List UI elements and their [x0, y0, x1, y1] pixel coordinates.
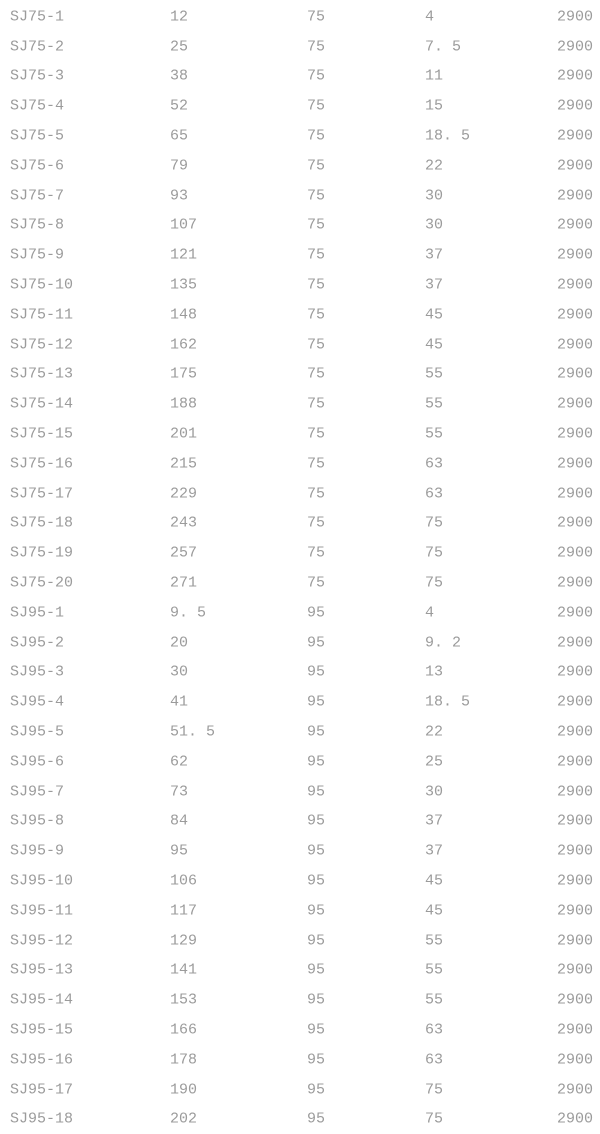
- cell-flow: 162: [170, 336, 198, 354]
- table-row: [0, 211, 600, 241]
- cell-speed: 2900: [557, 723, 594, 741]
- cell-flow: 79: [170, 157, 189, 175]
- cell-speed: 2900: [557, 932, 594, 950]
- cell-power: 45: [425, 336, 444, 354]
- cell-speed: 2900: [557, 961, 594, 979]
- table-row: [0, 62, 600, 92]
- cell-speed: 2900: [557, 514, 594, 532]
- cell-speed: 2900: [557, 336, 594, 354]
- table-row: [0, 2, 600, 32]
- cell-head: 75: [307, 127, 326, 145]
- cell-speed: 2900: [557, 634, 594, 652]
- cell-flow: 93: [170, 187, 189, 205]
- cell-flow: 84: [170, 812, 189, 830]
- cell-head: 95: [307, 753, 326, 771]
- table-row: [0, 389, 600, 419]
- table-row: [0, 866, 600, 896]
- cell-flow: 9. 5: [170, 604, 207, 622]
- cell-speed: 2900: [557, 872, 594, 890]
- cell-head: 75: [307, 187, 326, 205]
- cell-speed: 2900: [557, 485, 594, 503]
- cell-head: 75: [307, 38, 326, 56]
- cell-model: SJ75-16: [10, 455, 74, 473]
- cell-head: 75: [307, 336, 326, 354]
- cell-power: 45: [425, 872, 444, 890]
- cell-head: 75: [307, 485, 326, 503]
- cell-power: 75: [425, 1110, 444, 1128]
- cell-flow: 201: [170, 425, 198, 443]
- cell-head: 75: [307, 365, 326, 383]
- cell-flow: 65: [170, 127, 189, 145]
- cell-power: 55: [425, 365, 444, 383]
- cell-speed: 2900: [557, 604, 594, 622]
- cell-flow: 175: [170, 365, 198, 383]
- cell-head: 75: [307, 306, 326, 324]
- cell-flow: 148: [170, 306, 198, 324]
- cell-head: 95: [307, 902, 326, 920]
- cell-flow: 202: [170, 1110, 198, 1128]
- table-row: [0, 598, 600, 628]
- cell-model: SJ95-12: [10, 932, 74, 950]
- cell-head: 95: [307, 872, 326, 890]
- cell-head: 95: [307, 991, 326, 1009]
- table-row: [0, 360, 600, 390]
- cell-model: SJ95-18: [10, 1110, 74, 1128]
- cell-flow: 178: [170, 1051, 198, 1069]
- cell-head: 75: [307, 514, 326, 532]
- cell-flow: 215: [170, 455, 198, 473]
- cell-speed: 2900: [557, 812, 594, 830]
- cell-head: 95: [307, 663, 326, 681]
- table-row: [0, 419, 600, 449]
- table-row: [0, 1075, 600, 1105]
- cell-model: SJ75-11: [10, 306, 74, 324]
- table-row: [0, 568, 600, 598]
- cell-model: SJ75-13: [10, 365, 74, 383]
- cell-power: 4: [425, 8, 435, 26]
- cell-model: SJ75-19: [10, 544, 74, 562]
- cell-power: 37: [425, 246, 444, 264]
- cell-power: 55: [425, 961, 444, 979]
- cell-speed: 2900: [557, 753, 594, 771]
- cell-power: 18. 5: [425, 127, 471, 145]
- cell-flow: 62: [170, 753, 189, 771]
- cell-model: SJ75-5: [10, 127, 65, 145]
- cell-flow: 117: [170, 902, 198, 920]
- cell-head: 75: [307, 157, 326, 175]
- cell-power: 9. 2: [425, 634, 462, 652]
- cell-head: 75: [307, 246, 326, 264]
- cell-speed: 2900: [557, 425, 594, 443]
- cell-head: 75: [307, 8, 326, 26]
- cell-power: 13: [425, 663, 444, 681]
- cell-head: 75: [307, 455, 326, 473]
- cell-power: 55: [425, 991, 444, 1009]
- cell-model: SJ75-9: [10, 246, 65, 264]
- cell-model: SJ95-3: [10, 663, 65, 681]
- cell-model: SJ95-16: [10, 1051, 74, 1069]
- table-row: [0, 687, 600, 717]
- cell-flow: 166: [170, 1021, 198, 1039]
- table-row: [0, 628, 600, 658]
- cell-power: 11: [425, 67, 444, 85]
- cell-head: 95: [307, 1081, 326, 1099]
- cell-speed: 2900: [557, 395, 594, 413]
- cell-model: SJ75-17: [10, 485, 74, 503]
- cell-model: SJ75-12: [10, 336, 74, 354]
- cell-speed: 2900: [557, 8, 594, 26]
- cell-speed: 2900: [557, 1081, 594, 1099]
- cell-power: 22: [425, 723, 444, 741]
- cell-flow: 12: [170, 8, 189, 26]
- cell-head: 95: [307, 693, 326, 711]
- cell-flow: 229: [170, 485, 198, 503]
- cell-model: SJ75-2: [10, 38, 65, 56]
- cell-power: 22: [425, 157, 444, 175]
- table-row: [0, 181, 600, 211]
- cell-speed: 2900: [557, 544, 594, 562]
- cell-flow: 73: [170, 783, 189, 801]
- table-row: [0, 777, 600, 807]
- cell-speed: 2900: [557, 1110, 594, 1128]
- cell-speed: 2900: [557, 157, 594, 175]
- cell-flow: 153: [170, 991, 198, 1009]
- cell-speed: 2900: [557, 38, 594, 56]
- cell-head: 75: [307, 276, 326, 294]
- cell-flow: 135: [170, 276, 198, 294]
- cell-model: SJ75-18: [10, 514, 74, 532]
- cell-power: 30: [425, 783, 444, 801]
- cell-head: 95: [307, 1021, 326, 1039]
- cell-head: 75: [307, 67, 326, 85]
- cell-model: SJ95-14: [10, 991, 74, 1009]
- cell-model: SJ95-5: [10, 723, 65, 741]
- cell-model: SJ75-1: [10, 8, 65, 26]
- cell-head: 75: [307, 216, 326, 234]
- cell-power: 30: [425, 216, 444, 234]
- cell-head: 75: [307, 574, 326, 592]
- table-row: [0, 240, 600, 270]
- cell-speed: 2900: [557, 127, 594, 145]
- cell-model: SJ95-9: [10, 842, 65, 860]
- cell-flow: 129: [170, 932, 198, 950]
- cell-model: SJ75-4: [10, 97, 65, 115]
- table-row: [0, 1045, 600, 1075]
- cell-head: 95: [307, 1051, 326, 1069]
- cell-flow: 95: [170, 842, 189, 860]
- cell-head: 75: [307, 395, 326, 413]
- cell-speed: 2900: [557, 67, 594, 85]
- cell-speed: 2900: [557, 455, 594, 473]
- table-row: [0, 270, 600, 300]
- cell-flow: 121: [170, 246, 198, 264]
- table-row: [0, 807, 600, 837]
- table-row: [0, 32, 600, 62]
- cell-power: 75: [425, 514, 444, 532]
- table-row: [0, 538, 600, 568]
- cell-power: 30: [425, 187, 444, 205]
- table-row: [0, 300, 600, 330]
- cell-head: 95: [307, 634, 326, 652]
- cell-head: 95: [307, 783, 326, 801]
- table-row: [0, 151, 600, 181]
- table-row: [0, 1015, 600, 1045]
- table-row: [0, 658, 600, 688]
- cell-head: 75: [307, 544, 326, 562]
- cell-head: 75: [307, 97, 326, 115]
- cell-speed: 2900: [557, 693, 594, 711]
- cell-model: SJ95-13: [10, 961, 74, 979]
- cell-flow: 271: [170, 574, 198, 592]
- cell-head: 95: [307, 932, 326, 950]
- cell-flow: 188: [170, 395, 198, 413]
- cell-model: SJ75-14: [10, 395, 74, 413]
- cell-model: SJ95-1: [10, 604, 65, 622]
- cell-model: SJ95-6: [10, 753, 65, 771]
- cell-model: SJ75-7: [10, 187, 65, 205]
- cell-power: 4: [425, 604, 435, 622]
- cell-flow: 243: [170, 514, 198, 532]
- cell-head: 95: [307, 842, 326, 860]
- cell-model: SJ95-2: [10, 634, 65, 652]
- cell-head: 95: [307, 604, 326, 622]
- cell-head: 95: [307, 1110, 326, 1128]
- cell-speed: 2900: [557, 842, 594, 860]
- cell-flow: 41: [170, 693, 189, 711]
- table-row: [0, 509, 600, 539]
- cell-model: SJ95-4: [10, 693, 65, 711]
- cell-power: 63: [425, 455, 444, 473]
- cell-flow: 107: [170, 216, 198, 234]
- cell-speed: 2900: [557, 187, 594, 205]
- cell-model: SJ75-20: [10, 574, 74, 592]
- table-row: [0, 747, 600, 777]
- cell-head: 95: [307, 812, 326, 830]
- cell-model: SJ75-10: [10, 276, 74, 294]
- cell-power: 63: [425, 1021, 444, 1039]
- cell-flow: 25: [170, 38, 189, 56]
- cell-flow: 52: [170, 97, 189, 115]
- table-row: [0, 1104, 600, 1134]
- cell-speed: 2900: [557, 574, 594, 592]
- cell-flow: 38: [170, 67, 189, 85]
- cell-power: 7. 5: [425, 38, 462, 56]
- cell-flow: 190: [170, 1081, 198, 1099]
- table-row: [0, 449, 600, 479]
- table-row: [0, 956, 600, 986]
- cell-power: 75: [425, 544, 444, 562]
- table-row: [0, 836, 600, 866]
- cell-speed: 2900: [557, 783, 594, 801]
- cell-speed: 2900: [557, 1021, 594, 1039]
- cell-power: 63: [425, 1051, 444, 1069]
- cell-speed: 2900: [557, 276, 594, 294]
- cell-power: 55: [425, 395, 444, 413]
- cell-power: 55: [425, 425, 444, 443]
- cell-model: SJ95-7: [10, 783, 65, 801]
- cell-model: SJ95-11: [10, 902, 74, 920]
- table-row: [0, 91, 600, 121]
- cell-speed: 2900: [557, 365, 594, 383]
- cell-power: 55: [425, 932, 444, 950]
- cell-flow: 20: [170, 634, 189, 652]
- cell-model: SJ75-15: [10, 425, 74, 443]
- cell-power: 37: [425, 276, 444, 294]
- cell-flow: 30: [170, 663, 189, 681]
- cell-power: 63: [425, 485, 444, 503]
- cell-head: 95: [307, 723, 326, 741]
- cell-model: SJ95-8: [10, 812, 65, 830]
- cell-power: 75: [425, 1081, 444, 1099]
- cell-flow: 257: [170, 544, 198, 562]
- cell-model: SJ95-15: [10, 1021, 74, 1039]
- cell-head: 75: [307, 425, 326, 443]
- cell-speed: 2900: [557, 246, 594, 264]
- cell-power: 75: [425, 574, 444, 592]
- cell-speed: 2900: [557, 991, 594, 1009]
- cell-model: SJ95-17: [10, 1081, 74, 1099]
- cell-power: 45: [425, 306, 444, 324]
- cell-flow: 51. 5: [170, 723, 216, 741]
- cell-power: 37: [425, 842, 444, 860]
- cell-flow: 106: [170, 872, 198, 890]
- cell-speed: 2900: [557, 216, 594, 234]
- cell-power: 25: [425, 753, 444, 771]
- cell-speed: 2900: [557, 306, 594, 324]
- table-row: [0, 985, 600, 1015]
- cell-model: SJ75-8: [10, 216, 65, 234]
- cell-speed: 2900: [557, 1051, 594, 1069]
- table-row: [0, 926, 600, 956]
- table-row: [0, 717, 600, 747]
- cell-head: 95: [307, 961, 326, 979]
- table-row: [0, 121, 600, 151]
- cell-speed: 2900: [557, 97, 594, 115]
- cell-speed: 2900: [557, 663, 594, 681]
- cell-power: 15: [425, 97, 444, 115]
- cell-power: 37: [425, 812, 444, 830]
- table-row: [0, 479, 600, 509]
- cell-power: 18. 5: [425, 693, 471, 711]
- table-row: [0, 330, 600, 360]
- cell-flow: 141: [170, 961, 198, 979]
- cell-model: SJ75-6: [10, 157, 65, 175]
- cell-speed: 2900: [557, 902, 594, 920]
- table-row: [0, 896, 600, 926]
- cell-model: SJ75-3: [10, 67, 65, 85]
- cell-power: 45: [425, 902, 444, 920]
- cell-model: SJ95-10: [10, 872, 74, 890]
